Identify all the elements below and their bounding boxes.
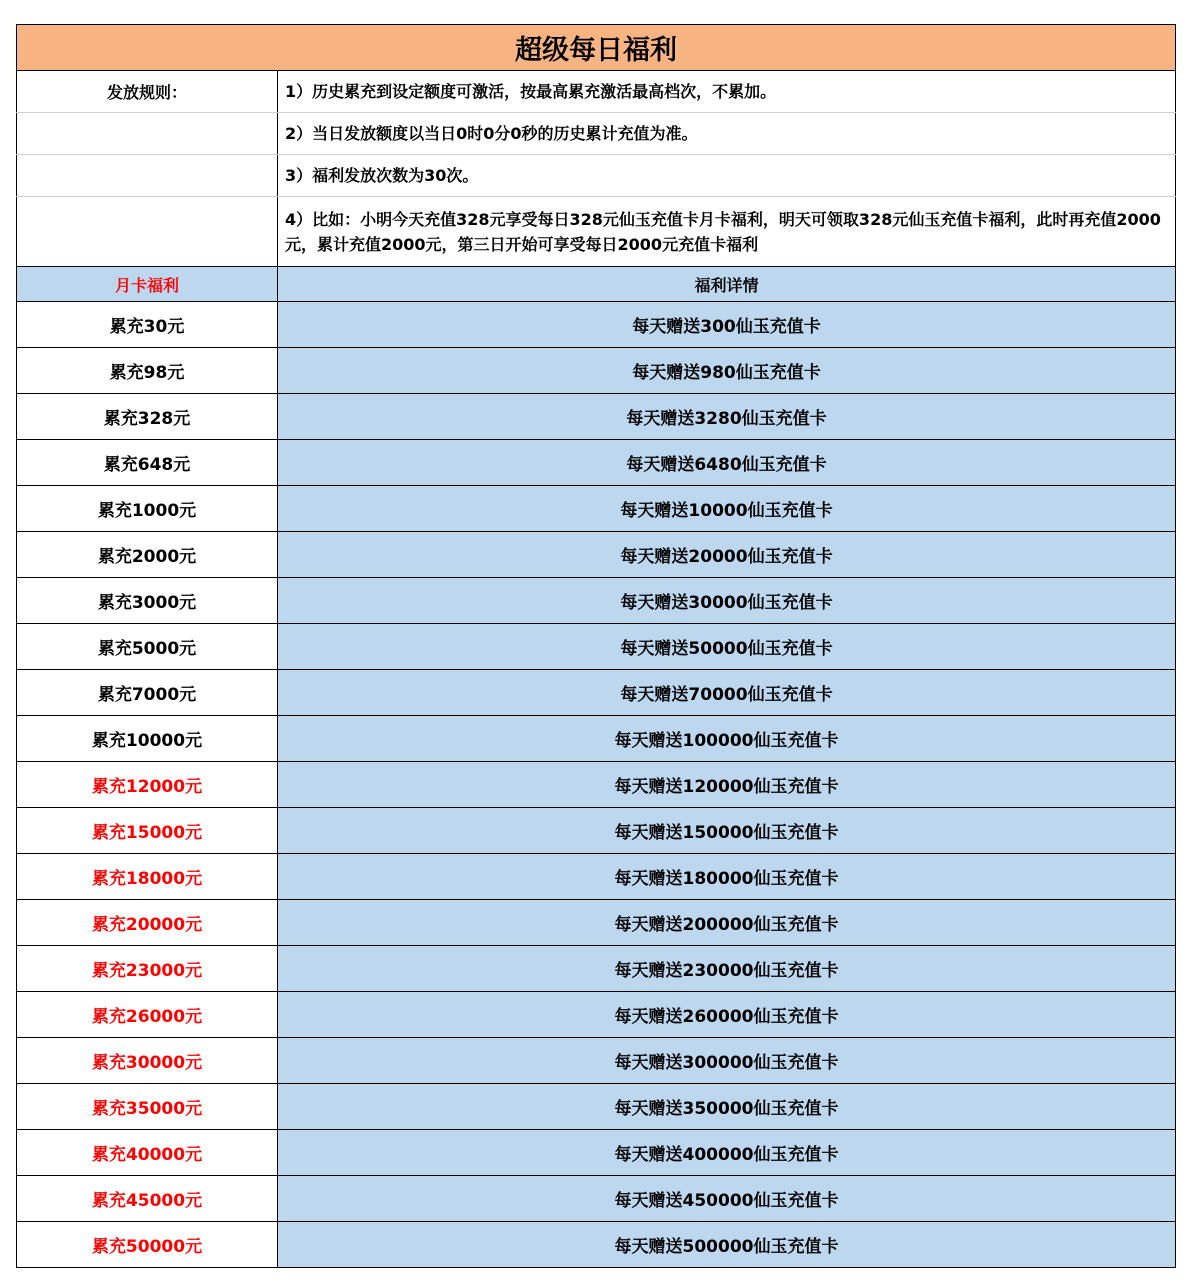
table-row (17, 1222, 1176, 1268)
tier-detail: 每天赠送120000仙玉充值卡 (278, 762, 1176, 808)
tier-detail: 每天赠送50000仙玉充值卡 (278, 624, 1176, 670)
tier-detail: 每天赠送200000仙玉充值卡 (278, 900, 1176, 946)
sheet-title: 超级每日福利 (17, 25, 1176, 71)
tier-amount: 累充10000元 (17, 716, 278, 762)
rule-row (17, 113, 1176, 155)
tier-amount: 累充23000元 (17, 946, 278, 992)
rules-label-blank (17, 113, 278, 155)
table-row (17, 1038, 1176, 1084)
tier-detail: 每天赠送30000仙玉充值卡 (278, 578, 1176, 624)
table-row (17, 302, 1176, 348)
table-row (17, 348, 1176, 394)
tier-amount: 累充648元 (17, 440, 278, 486)
table-row (17, 1176, 1176, 1222)
table-row (17, 716, 1176, 762)
tier-amount: 累充30元 (17, 302, 278, 348)
tier-amount: 累充18000元 (17, 854, 278, 900)
tier-detail: 每天赠送180000仙玉充值卡 (278, 854, 1176, 900)
tier-detail: 每天赠送500000仙玉充值卡 (278, 1222, 1176, 1268)
header-monthly-card: 月卡福利 (17, 267, 278, 302)
table-row (17, 762, 1176, 808)
rule-row (17, 155, 1176, 197)
tier-amount: 累充328元 (17, 394, 278, 440)
table-row (17, 900, 1176, 946)
tier-detail: 每天赠送300仙玉充值卡 (278, 302, 1176, 348)
rules-label-blank (17, 155, 278, 197)
table-row (17, 992, 1176, 1038)
table-row (17, 854, 1176, 900)
rules-label: 发放规则： (17, 71, 278, 113)
tier-amount: 累充40000元 (17, 1130, 278, 1176)
rules-label-blank (17, 197, 278, 267)
table-row (17, 532, 1176, 578)
tier-amount: 累充2000元 (17, 532, 278, 578)
tier-detail: 每天赠送100000仙玉充值卡 (278, 716, 1176, 762)
tier-amount: 累充3000元 (17, 578, 278, 624)
tier-amount: 累充30000元 (17, 1038, 278, 1084)
tier-detail: 每天赠送20000仙玉充值卡 (278, 532, 1176, 578)
tier-amount: 累充98元 (17, 348, 278, 394)
table-row (17, 440, 1176, 486)
tier-amount: 累充50000元 (17, 1222, 278, 1268)
rule-item-1: 1）历史累充到设定额度可激活，按最高累充激活最高档次，不累加。 (278, 71, 1176, 113)
tier-detail: 每天赠送150000仙玉充值卡 (278, 808, 1176, 854)
table-row (17, 578, 1176, 624)
table-row (17, 486, 1176, 532)
header-welfare-detail: 福利详情 (278, 267, 1176, 302)
rule-item-3: 3）福利发放次数为30次。 (278, 155, 1176, 197)
tier-amount: 累充35000元 (17, 1084, 278, 1130)
table-row (17, 1084, 1176, 1130)
tier-detail: 每天赠送3280仙玉充值卡 (278, 394, 1176, 440)
table-row (17, 394, 1176, 440)
table-header-row (17, 267, 1176, 302)
tier-detail: 每天赠送450000仙玉充值卡 (278, 1176, 1176, 1222)
rule-row (17, 197, 1176, 267)
rule-row (17, 71, 1176, 113)
table-row (17, 624, 1176, 670)
welfare-sheet (16, 24, 1176, 1268)
table-row (17, 808, 1176, 854)
tier-detail: 每天赠送230000仙玉充值卡 (278, 946, 1176, 992)
title-row (17, 25, 1176, 71)
tier-detail: 每天赠送70000仙玉充值卡 (278, 670, 1176, 716)
tier-amount: 累充15000元 (17, 808, 278, 854)
tier-amount: 累充26000元 (17, 992, 278, 1038)
tier-amount: 累充5000元 (17, 624, 278, 670)
tier-amount: 累充1000元 (17, 486, 278, 532)
rule-item-2: 2）当日发放额度以当日0时0分0秒的历史累计充值为准。 (278, 113, 1176, 155)
table-row (17, 670, 1176, 716)
tier-detail: 每天赠送6480仙玉充值卡 (278, 440, 1176, 486)
tier-amount: 累充12000元 (17, 762, 278, 808)
tier-detail: 每天赠送300000仙玉充值卡 (278, 1038, 1176, 1084)
rule-item-4: 4）比如：小明今天充值328元享受每日328元仙玉充值卡月卡福利，明天可领取328元仙玉充值卡福利，此时再充值2000元，累计充值2000元，第三日开始可享受每日2000元充值卡福利 (278, 197, 1176, 267)
tier-amount: 累充7000元 (17, 670, 278, 716)
tier-detail: 每天赠送260000仙玉充值卡 (278, 992, 1176, 1038)
tier-amount: 累充45000元 (17, 1176, 278, 1222)
tier-detail: 每天赠送10000仙玉充值卡 (278, 486, 1176, 532)
tier-detail: 每天赠送400000仙玉充值卡 (278, 1130, 1176, 1176)
table-row (17, 1130, 1176, 1176)
table-row (17, 946, 1176, 992)
tier-amount: 累充20000元 (17, 900, 278, 946)
tier-detail: 每天赠送980仙玉充值卡 (278, 348, 1176, 394)
tier-detail: 每天赠送350000仙玉充值卡 (278, 1084, 1176, 1130)
